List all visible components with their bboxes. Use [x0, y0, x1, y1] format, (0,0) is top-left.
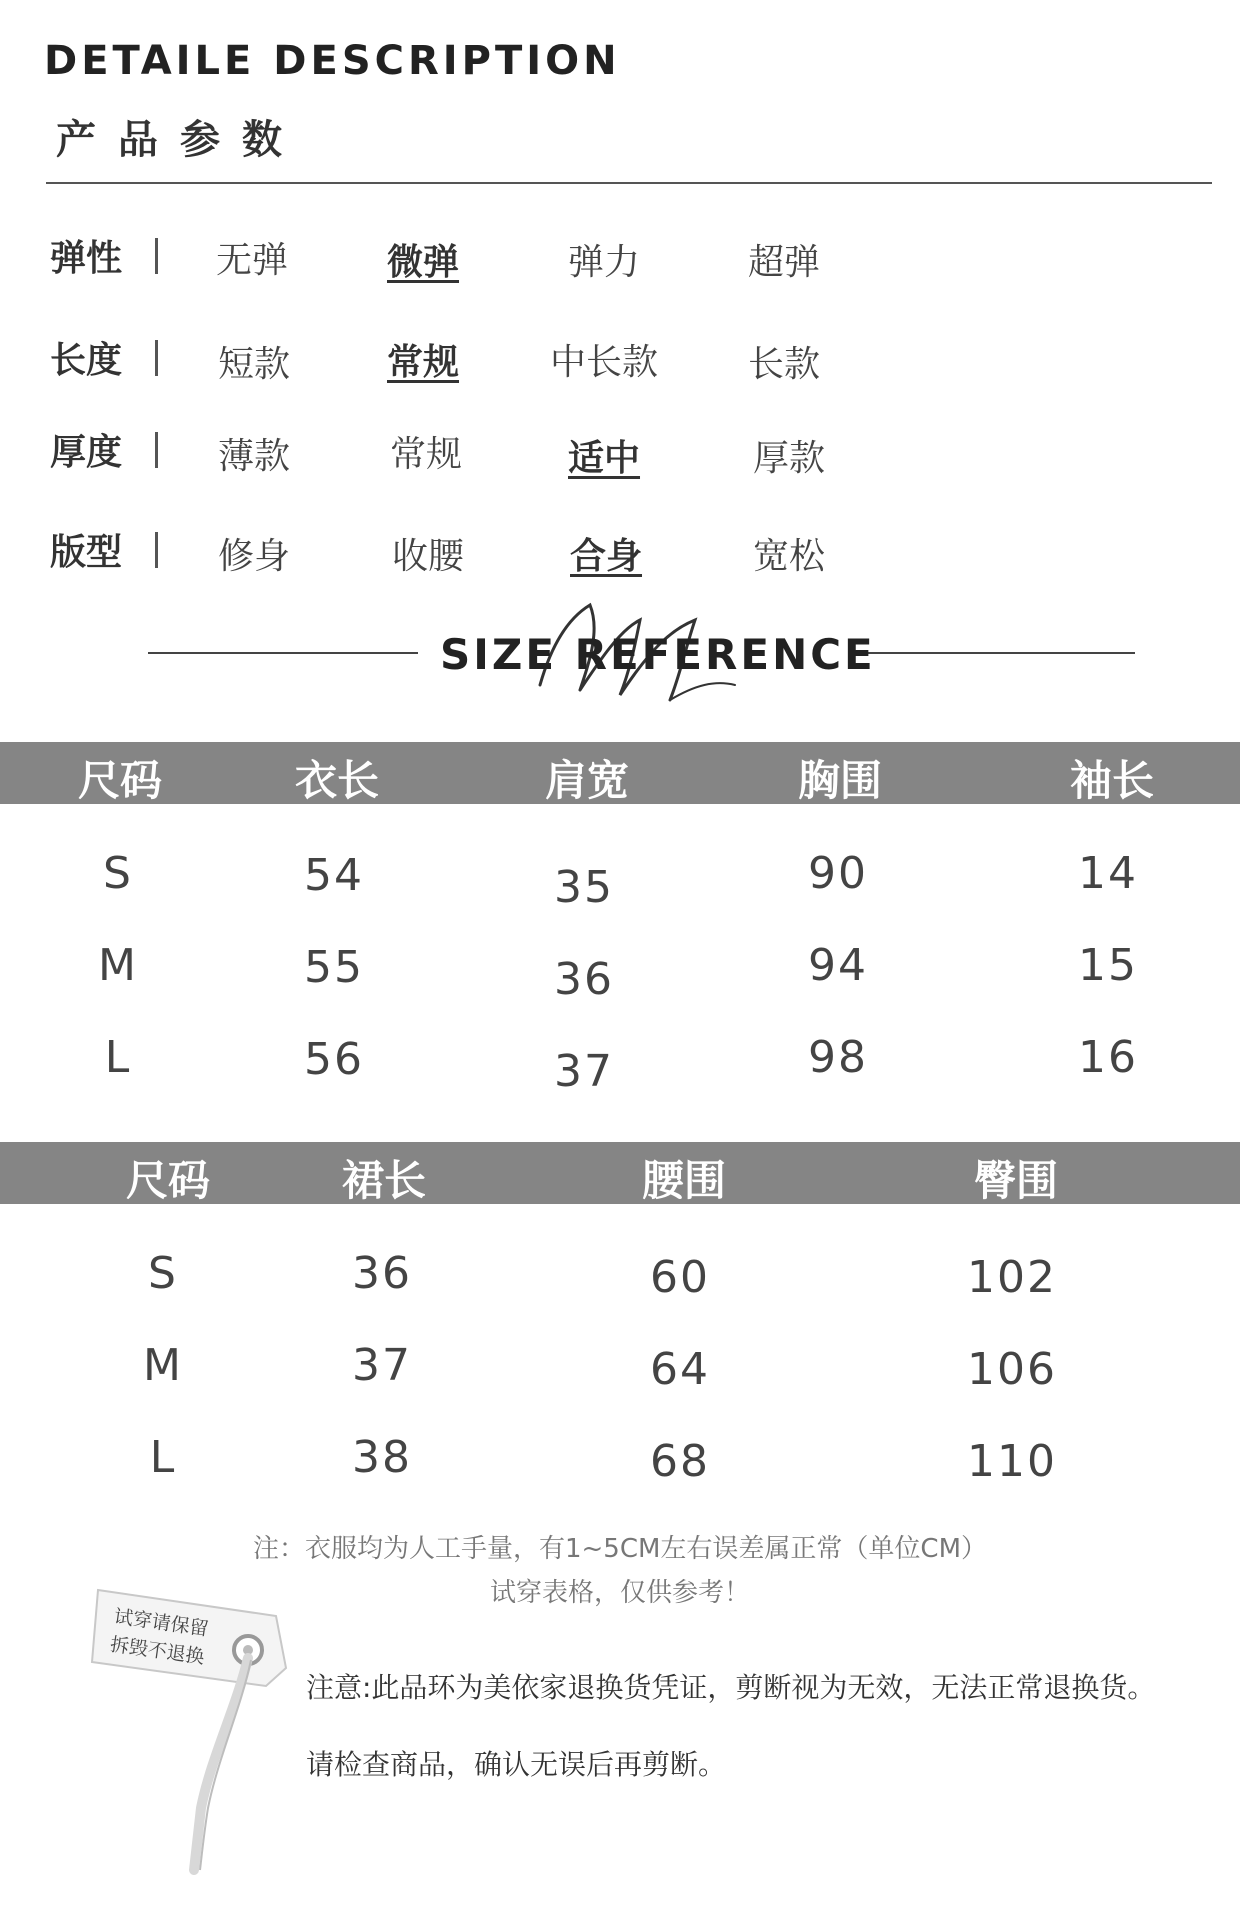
table-cell: M	[143, 1340, 183, 1391]
table-cell: 35	[554, 862, 614, 913]
th-sleeve: 袖长	[1069, 756, 1155, 805]
param-option-selected: 合身	[570, 536, 643, 577]
table-cell: 98	[808, 1032, 868, 1083]
check-notice: 请检查商品，确认无误后再剪断。	[306, 1748, 727, 1781]
param-option: 无弹	[216, 240, 289, 281]
th-hip: 臀围	[973, 1156, 1059, 1205]
param-option: 收腰	[392, 536, 465, 577]
table-cell: L	[104, 1032, 132, 1083]
table-cell: 106	[967, 1344, 1057, 1395]
table-cell: 60	[650, 1252, 710, 1303]
hang-tag-image	[86, 1578, 296, 1878]
param-row-fit	[0, 524, 1240, 584]
th-size: 尺码	[77, 756, 163, 805]
table-cell: 90	[808, 848, 868, 899]
top-table-header	[0, 742, 1240, 804]
param-option: 薄款	[218, 436, 291, 477]
size-reference-line-right	[865, 652, 1135, 654]
th-length: 衣长	[294, 756, 380, 805]
param-row-elasticity	[0, 230, 1240, 290]
reference-note: 试穿表格，仅供参考！	[489, 1578, 750, 1608]
tag-notice: 注意:此品环为美依家退换货凭证，剪断视为无效，无法正常退换货。	[306, 1671, 1156, 1704]
param-label: 弹性	[50, 238, 123, 279]
table-cell: 14	[1078, 848, 1138, 899]
table-cell: 16	[1078, 1032, 1138, 1083]
th-size: 尺码	[125, 1156, 211, 1205]
measurement-note: 注：衣服均为人工手量，有1~5CM左右误差属正常（单位CM）	[252, 1534, 988, 1564]
table-cell: 102	[967, 1252, 1057, 1303]
table-row	[0, 1032, 1240, 1097]
header-title-en: DETAILE DESCRIPTION	[44, 38, 621, 84]
table-cell: 36	[352, 1248, 412, 1299]
param-option-selected: 适中	[568, 438, 641, 479]
table-cell: S	[103, 848, 133, 899]
param-option: 宽松	[753, 536, 826, 577]
tag-text-line1: 试穿请保留	[112, 1605, 210, 1641]
th-skirt-length: 裙长	[341, 1156, 427, 1205]
param-option-selected: 常规	[387, 342, 460, 383]
param-option: 长款	[748, 344, 821, 385]
param-separator	[155, 340, 158, 376]
param-separator	[155, 432, 158, 468]
param-label: 厚度	[50, 432, 123, 473]
table-row	[0, 848, 1240, 913]
table-cell: 37	[554, 1046, 614, 1097]
table-row	[0, 940, 1240, 1005]
header-divider	[46, 182, 1212, 184]
table-cell: 94	[808, 940, 868, 991]
table-cell: 68	[650, 1436, 710, 1487]
param-separator	[155, 238, 158, 274]
param-option: 厚款	[753, 438, 826, 479]
table-cell: L	[149, 1432, 177, 1483]
table-cell: 110	[967, 1436, 1057, 1487]
bottom-table-header	[0, 1142, 1240, 1204]
param-option: 修身	[218, 536, 291, 577]
table-row	[0, 1432, 1240, 1492]
param-option: 超弹	[748, 242, 821, 283]
param-row-thickness	[0, 424, 1240, 484]
th-waist: 腰围	[641, 1156, 727, 1205]
table-cell: 15	[1078, 940, 1138, 991]
table-cell: 54	[304, 850, 364, 901]
table-cell: S	[148, 1248, 178, 1299]
table-cell: M	[98, 940, 138, 991]
table-row	[0, 1340, 1240, 1400]
table-row	[0, 1248, 1240, 1308]
table-cell: 38	[352, 1432, 412, 1483]
param-option: 短款	[218, 344, 291, 385]
tag-text-line2: 拆毁不退换	[108, 1633, 206, 1669]
table-cell: 55	[304, 942, 364, 993]
param-row-length	[0, 332, 1240, 392]
param-option: 中长款	[550, 342, 659, 383]
table-cell: 36	[554, 954, 614, 1005]
param-option-selected: 微弹	[387, 242, 460, 283]
table-cell: 64	[650, 1344, 710, 1395]
param-option: 常规	[390, 434, 463, 475]
size-reference-line-left	[148, 652, 418, 654]
size-reference-title: SIZE REFERENCE	[440, 630, 876, 679]
table-cell: 56	[304, 1034, 364, 1085]
th-chest: 胸围	[797, 756, 883, 805]
th-shoulder: 肩宽	[544, 756, 630, 805]
param-label: 长度	[50, 340, 123, 381]
param-separator	[155, 532, 158, 568]
param-option: 弹力	[568, 242, 641, 283]
table-cell: 37	[352, 1340, 412, 1391]
header-title-cn: 产品参数	[56, 117, 304, 163]
param-label: 版型	[50, 532, 123, 573]
